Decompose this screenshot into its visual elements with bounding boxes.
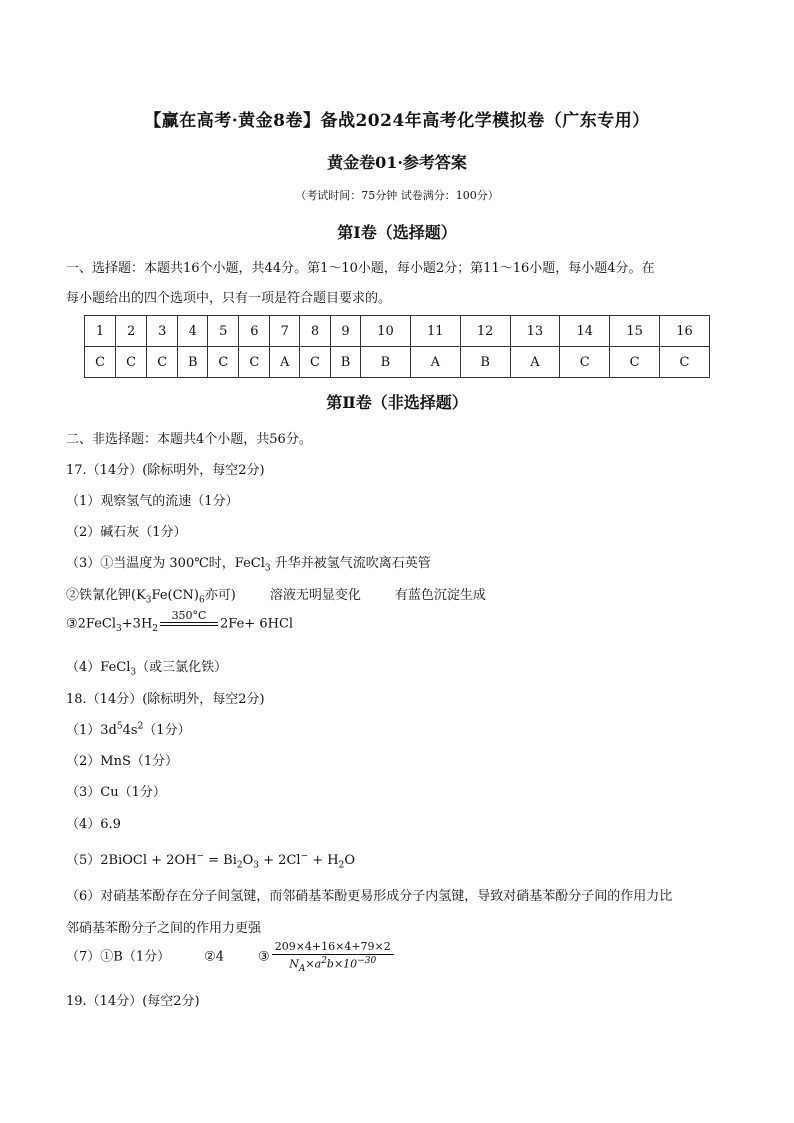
question-number: 5 <box>208 316 239 347</box>
q18-answer-6-line2: 邻硝基苯酚分子之间的作用力更强 <box>66 921 262 936</box>
question-number: 6 <box>239 316 270 347</box>
q18-5-5: + H <box>308 853 339 868</box>
q18-answer-4: （4）6.9 <box>66 817 121 832</box>
den-a-sub: A <box>298 963 306 974</box>
eq-sub-2: 2 <box>152 624 159 635</box>
q17-4-sub: 3 <box>130 667 137 678</box>
reaction-condition-arrow <box>160 610 218 638</box>
question-number: 2 <box>116 316 147 347</box>
q18-5-6: O <box>344 853 356 868</box>
q18-5-4: + 2Cl <box>259 853 301 868</box>
answer-cell: C <box>208 347 239 378</box>
q18-5-sup2: − <box>300 851 309 862</box>
answer-cell: B <box>178 347 208 378</box>
q17-answer-3c-equation <box>66 610 293 638</box>
q18-1-post: （1分） <box>143 723 191 738</box>
answer-table-number-row <box>85 316 710 347</box>
q18-5-3: O <box>242 853 254 868</box>
answer-cell: C <box>147 347 178 378</box>
question-number: 10 <box>361 316 411 347</box>
q17-3b-reagent: ②铁氰化钾(K <box>66 588 146 603</box>
answer-cell: C <box>85 347 116 378</box>
q18-1-mid: 4s <box>122 723 138 738</box>
q17-answer-1: （1）观察氢气的流速（1分） <box>66 494 239 509</box>
answer-cell: A <box>410 347 460 378</box>
question-number: 12 <box>460 316 510 347</box>
q18-answer-3: （3）Cu（1分） <box>66 785 166 800</box>
q18-7-part1: （7）①B（1分） <box>66 949 171 965</box>
q18-5-1: （5）2BiOCl + 2OH <box>66 853 197 868</box>
q18-5-sub1: 2 <box>236 860 243 871</box>
question-number: 15 <box>610 316 660 347</box>
eq-products: 2Fe+ 6HCl <box>220 616 294 632</box>
q17-3a-text-suffix: 升华并被氢气流吹离石英管 <box>270 556 431 571</box>
question-number: 3 <box>147 316 178 347</box>
part1-instruction-line1: 一、选择题：本题共16个小题，共44分。第1～10小题，每小题2分；第11～16小题，每小题4分。在 <box>66 261 655 276</box>
question-number: 11 <box>410 316 460 347</box>
q18-1-pre: （1）3d <box>66 723 117 738</box>
question-number: 4 <box>178 316 208 347</box>
part1-instruction <box>66 254 736 314</box>
q18-7-part3-label: ③ <box>258 949 270 965</box>
q17-3b-reagent-post: 亦可) <box>204 588 236 603</box>
q17-4-pre: （4）FeCl <box>66 660 131 675</box>
answer-cell: C <box>116 347 147 378</box>
q18-5-sup1: − <box>196 851 204 862</box>
q17-heading: 17.（14分）(除标明外，每空2分) <box>66 463 265 478</box>
q18-1-sup2: 2 <box>137 721 144 732</box>
question-number: 13 <box>510 316 560 347</box>
answer-cell: A <box>510 347 560 378</box>
part2-instruction: 二、非选择题：本题共4个小题，共56分。 <box>66 432 312 447</box>
q18-answer-6-line1: （6）对硝基苯酚存在分子间氢键，而邻硝基苯酚更易形成分子内氢键，导致对硝基苯酚分子间的作用力比 <box>66 889 673 904</box>
q17-3b-sub2: 6 <box>199 595 205 606</box>
answer-cell: B <box>361 347 411 378</box>
den-sup2: −30 <box>357 956 377 966</box>
question-number: 7 <box>270 316 300 347</box>
question-number: 14 <box>560 316 610 347</box>
question-number: 8 <box>299 316 330 347</box>
answer-table-answer-row <box>85 347 710 378</box>
q17-3b-sub1: 3 <box>145 595 152 606</box>
document-subtitle: 黄金卷01·参考答案 <box>327 153 467 172</box>
den-rest: ×a <box>305 957 322 971</box>
answer-cell: A <box>270 347 300 378</box>
q18-answer-7 <box>66 940 394 974</box>
question-number: 16 <box>660 316 710 347</box>
q19-heading: 19.（14分）(每空2分) <box>66 994 200 1009</box>
fraction-denominator <box>289 955 376 974</box>
answer-cell: C <box>560 347 610 378</box>
answer-cell: C <box>610 347 660 378</box>
answer-cell: B <box>331 347 361 378</box>
question-number: 1 <box>85 316 116 347</box>
q17-3a-text-prefix: （3）①当温度为 300℃时，FeCl <box>66 556 265 571</box>
q17-3a-subscript: 3 <box>264 563 271 574</box>
fraction-numerator: 209×4+16×4+79×2 <box>272 940 394 955</box>
q17-3b-reagent-mid: Fe(CN) <box>151 588 199 603</box>
reaction-condition: 350°C <box>171 609 207 622</box>
q17-3b-observation-2: 有蓝色沉淀生成 <box>394 588 486 603</box>
q17-answer-4 <box>66 656 227 678</box>
den-sup: 2 <box>321 956 327 966</box>
q17-answer-3a <box>66 552 431 574</box>
answer-cell: C <box>299 347 330 378</box>
answer-cell: B <box>460 347 510 378</box>
den-rest2: b×10 <box>326 957 358 971</box>
q17-4-post: （或三氯化铁） <box>136 660 228 675</box>
density-fraction <box>272 940 394 974</box>
q18-answer-2: （2）MnS（1分） <box>66 754 179 769</box>
q18-1-sup1: 5 <box>116 721 123 732</box>
q18-5-2: = Bi <box>204 853 237 868</box>
q18-answer-1 <box>66 719 191 738</box>
q17-answer-2: （2）碱石灰（1分） <box>66 525 187 540</box>
q18-5-sub2: 3 <box>253 860 260 871</box>
part1-heading: 第I卷（选择题） <box>337 223 457 242</box>
answer-table <box>84 315 710 378</box>
document-title: 【赢在高考·黄金8卷】备战2024年高考化学模拟卷（广东专用） <box>144 111 650 131</box>
eq-reactant-1: ③2FeCl <box>66 616 117 632</box>
eq-reactant-2: +3H <box>121 616 153 632</box>
den-n: N <box>289 957 299 971</box>
answer-cell: C <box>660 347 710 378</box>
part2-heading: 第Ⅱ卷（非选择题） <box>326 393 468 412</box>
exam-meta: （考试时间：75分钟 试卷满分：100分） <box>295 189 499 202</box>
question-number: 9 <box>331 316 361 347</box>
q18-heading: 18.（14分）(除标明外，每空2分) <box>66 692 265 707</box>
part1-instruction-line2: 每小题给出的四个选项中，只有一项是符合题目要求的。 <box>66 291 392 306</box>
answer-cell: C <box>239 347 270 378</box>
q18-7-part2: ②4 <box>204 949 225 965</box>
eq-sub-1: 3 <box>116 624 122 635</box>
q17-3b-observation-1: 溶液无明显变化 <box>269 588 361 603</box>
q18-answer-5 <box>66 849 355 871</box>
q18-5-sub3: 2 <box>338 860 345 871</box>
q17-answer-3b <box>66 584 486 606</box>
